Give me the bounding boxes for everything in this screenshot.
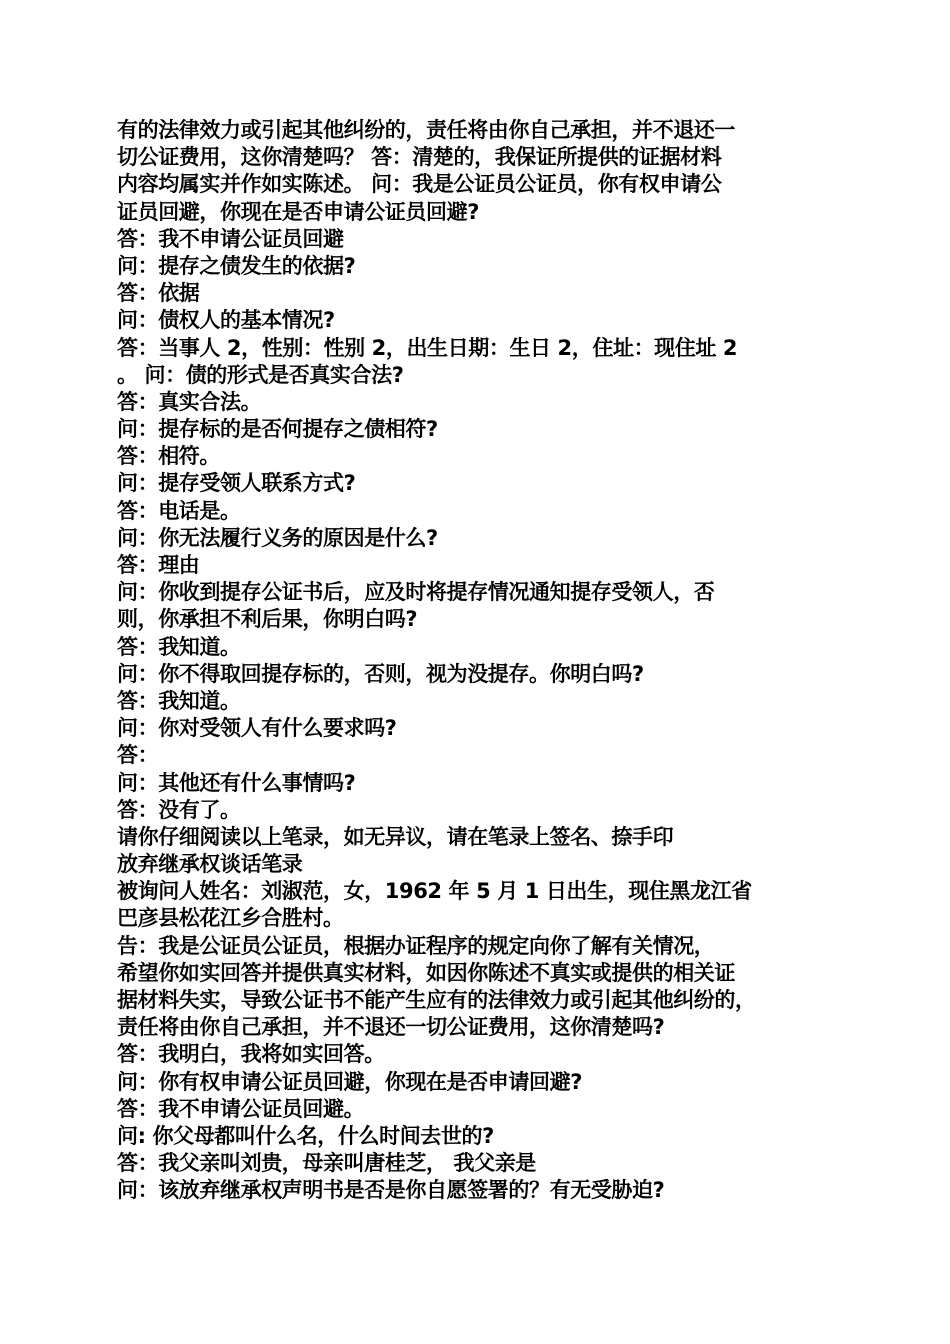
text-line: 据材料失实，导致公证书不能产生应有的法律效力或引起其他纠纷的， [117, 988, 756, 1012]
text-line: 问：其他还有什么事情吗? [117, 770, 356, 795]
text-line: 答： [117, 743, 159, 768]
text-line: 内容均属实并作如实陈述。 问：我是公证员公证员，你有权申请公 [117, 172, 722, 197]
section-title: 放弃继承权谈话笔录 [117, 852, 303, 877]
text-line: 问：你对受领人有什么要求吗? [117, 716, 397, 741]
text-line: 巴彦县松花江乡合胜村。 [117, 906, 344, 931]
text-line: 答：真实合法。 [117, 389, 262, 414]
text-line: 被询问人姓名：刘淑范，女，1962 年 5 月 1 日出生，现住黑龙江省 [117, 879, 752, 904]
text-line: 问：提存标的是否何提存之债相符? [117, 417, 438, 442]
text-line: 希望你如实回答并提供真实材料，如因你陈述不真实或提供的相关证 [117, 960, 735, 985]
text-line: 问: 你父母都叫什么名，什么时间去世的? [117, 1123, 494, 1148]
text-line: 切公证费用，这你清楚吗？ 答：清楚的，我保证所提供的证据材料 [117, 145, 722, 170]
text-line: 。 问：债的形式是否真实合法? [117, 362, 404, 387]
text-line: 证员回避，你现在是否申请公证员回避? [117, 199, 479, 224]
text-line: 答：没有了。 [117, 797, 241, 822]
text-line: 问：该放弃继承权声明书是否是你自愿签署的？有无受胁迫? [117, 1178, 665, 1203]
text-line: 问：你有权申请公证员回避，你现在是否申请回避? [117, 1069, 582, 1094]
text-line: 答：我知道。 [117, 634, 241, 659]
text-line: 问：你不得取回提存标的，否则，视为没提存。你明白吗? [117, 661, 644, 686]
text-line: 问：你收到提存公证书后，应及时将提存情况通知提存受领人，否 [117, 580, 715, 605]
text-line: 答：我不申请公证员回避。 [117, 1096, 365, 1121]
text-line: 告：我是公证员公证员，根据办证程序的规定向你了解有关情况， [117, 933, 715, 958]
text-line: 答：我不申请公证员回避 [117, 226, 344, 251]
text-line: 则，你承担不利后果，你明白吗? [117, 607, 418, 632]
text-line: 问：债权人的基本情况? [117, 308, 335, 333]
text-line: 责任将由你自己承担，并不退还一切公证费用，这你清楚吗? [117, 1015, 665, 1040]
text-line: 答：我父亲叫刘贵，母亲叫唐桂芝， 我父亲是 [117, 1151, 536, 1176]
text-line: 问：提存之债发生的依据? [117, 253, 356, 278]
text-line: 答：理由 [117, 553, 200, 577]
text-line: 请你仔细阅读以上笔录，如无异议，请在笔录上签名、捺手印 [117, 824, 674, 849]
text-line: 问：你无法履行义务的原因是什么? [117, 525, 438, 550]
text-line: 答：我明白，我将如实回答。 [117, 1042, 385, 1067]
text-line: 答：相符。 [117, 444, 220, 469]
text-line: 答：依据 [117, 281, 200, 306]
text-line: 答：当事人 2，性别：性别 2，出生日期：生日 2，住址：现住址 2 [117, 335, 738, 360]
text-line: 答：电话是。 [117, 498, 241, 523]
text-line: 答：我知道。 [117, 688, 241, 713]
text-line: 有的法律效力或引起其他纠纷的，责任将由你自己承担，并不退还一 [117, 118, 735, 142]
text-line: 问：提存受领人联系方式? [117, 471, 356, 496]
document-page [117, 117, 852, 1205]
